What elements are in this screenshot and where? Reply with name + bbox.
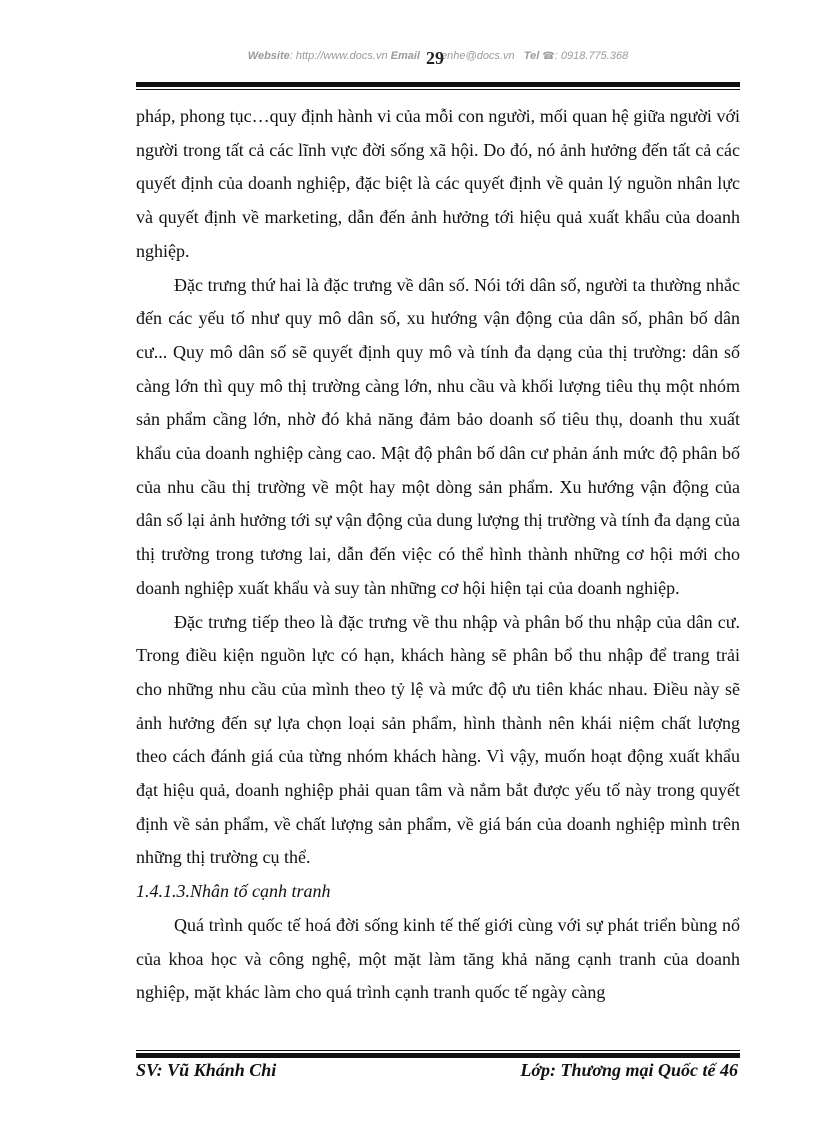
header-rule-thick <box>136 82 740 87</box>
website-label: Website <box>247 50 290 62</box>
phone-icon: ☎ <box>542 51 555 62</box>
footer-rule-thick <box>136 1053 740 1058</box>
email-address[interactable]: enhe@docs.vn <box>441 50 515 62</box>
page-footer <box>136 1060 740 1086</box>
website-url[interactable]: : http://www.docs.vn <box>289 50 388 62</box>
email-label: Email <box>390 50 420 62</box>
document-body <box>136 100 740 1010</box>
tel-number: : 0918.775.368 <box>554 50 629 62</box>
footer-rule-thin <box>136 1050 740 1051</box>
paragraph-3: Đặc trưng tiếp theo là đặc trưng về thu nhập và phân bố thu nhập của dân cư. Trong điều kiện nguồn lực có hạn, khách hàng sẽ phân bổ thu nhập để trang trải cho những nhu cầu của mình theo tỷ lệ và mức độ ưu tiên khác nhau. Điều này sẽ ảnh hưởng đến sự lựa chọn loại sản phẩm, hình thành nên khái niệm chất lượng theo cách đánh giá của từng nhóm khách hàng. Vì vậy, muốn hoạt động xuất khẩu đạt hiệu quả, doanh nghiệp phải quan tâm và nắm bắt được yếu tố này trong quyết định về sản phẩm, về chất lượng sản phẩm, về giá bán của doanh nghiệp mình trên những thị trường cụ thể. <box>136 611 740 868</box>
page-header <box>136 46 740 70</box>
header-rule-thin <box>136 89 740 90</box>
tel-label: Tel <box>523 50 540 62</box>
paragraph-1: pháp, phong tục…quy định hành vi của mỗi con người, mối quan hệ giữa người với người trong tất cả các lĩnh vực đời sống xã hội. Do đó, nó ảnh hưởng đến tất cả các quyết định của doanh nghiệp, đặc biệt là các quyết định về quản lý nguồn nhân lực và quyết định về marketing, dẫn đến ảnh hưởng tới hiệu quả xuất khẩu của doanh nghiệp. <box>136 106 740 261</box>
paragraph-4: Quá trình quốc tế hoá đời sống kinh tế thế giới cùng với sự phát triển bùng nổ của khoa học và công nghệ, một mặt làm tăng khả năng cạnh tranh của doanh nghiệp, mặt khác làm cho quá trình cạnh tranh quốc tế ngày càng <box>136 914 740 1003</box>
section-heading: 1.4.1.3.Nhân tố cạnh tranh <box>136 881 331 902</box>
footer-class-name: Lớp: Thương mại Quốc tế 46 <box>520 1060 738 1080</box>
paragraph-2: Đặc trưng thứ hai là đặc trưng về dân số. Nói tới dân số, người ta thường nhắc đến các yếu tố như quy mô dân số, xu hướng vận động của dân số, phân bố dân cư... Quy mô dân số sẽ quyết định quy mô và tính đa dạng của thị trường: dân số càng lớn thì quy mô thị trường càng lớn, nhu cầu và khối lượng tiêu thụ một nhóm sản phẩm cầng lớn, nhờ đó khả năng đảm bảo doanh số tiêu thụ, doanh thu xuất khẩu của doanh nghiệp càng cao. Mật độ phân bố dân cư phản ánh mức độ phân bố của nhu cầu thị trường về một hay một dòng sản phẩm. Xu hướng vận động của dân số lại ảnh hưởng tới sự vận động của dung lượng thị trường và tính đa dạng của thị trường trong tương lai, dẫn đến việc có thể hình thành những cơ hội mới cho doanh nghiệp xuất khẩu và suy tàn những cơ hội hiện tại của doanh nghiệp. <box>136 274 740 598</box>
footer-student-name: SV: Vũ Khánh Chi <box>136 1060 277 1080</box>
page-number: 29 <box>426 48 444 68</box>
